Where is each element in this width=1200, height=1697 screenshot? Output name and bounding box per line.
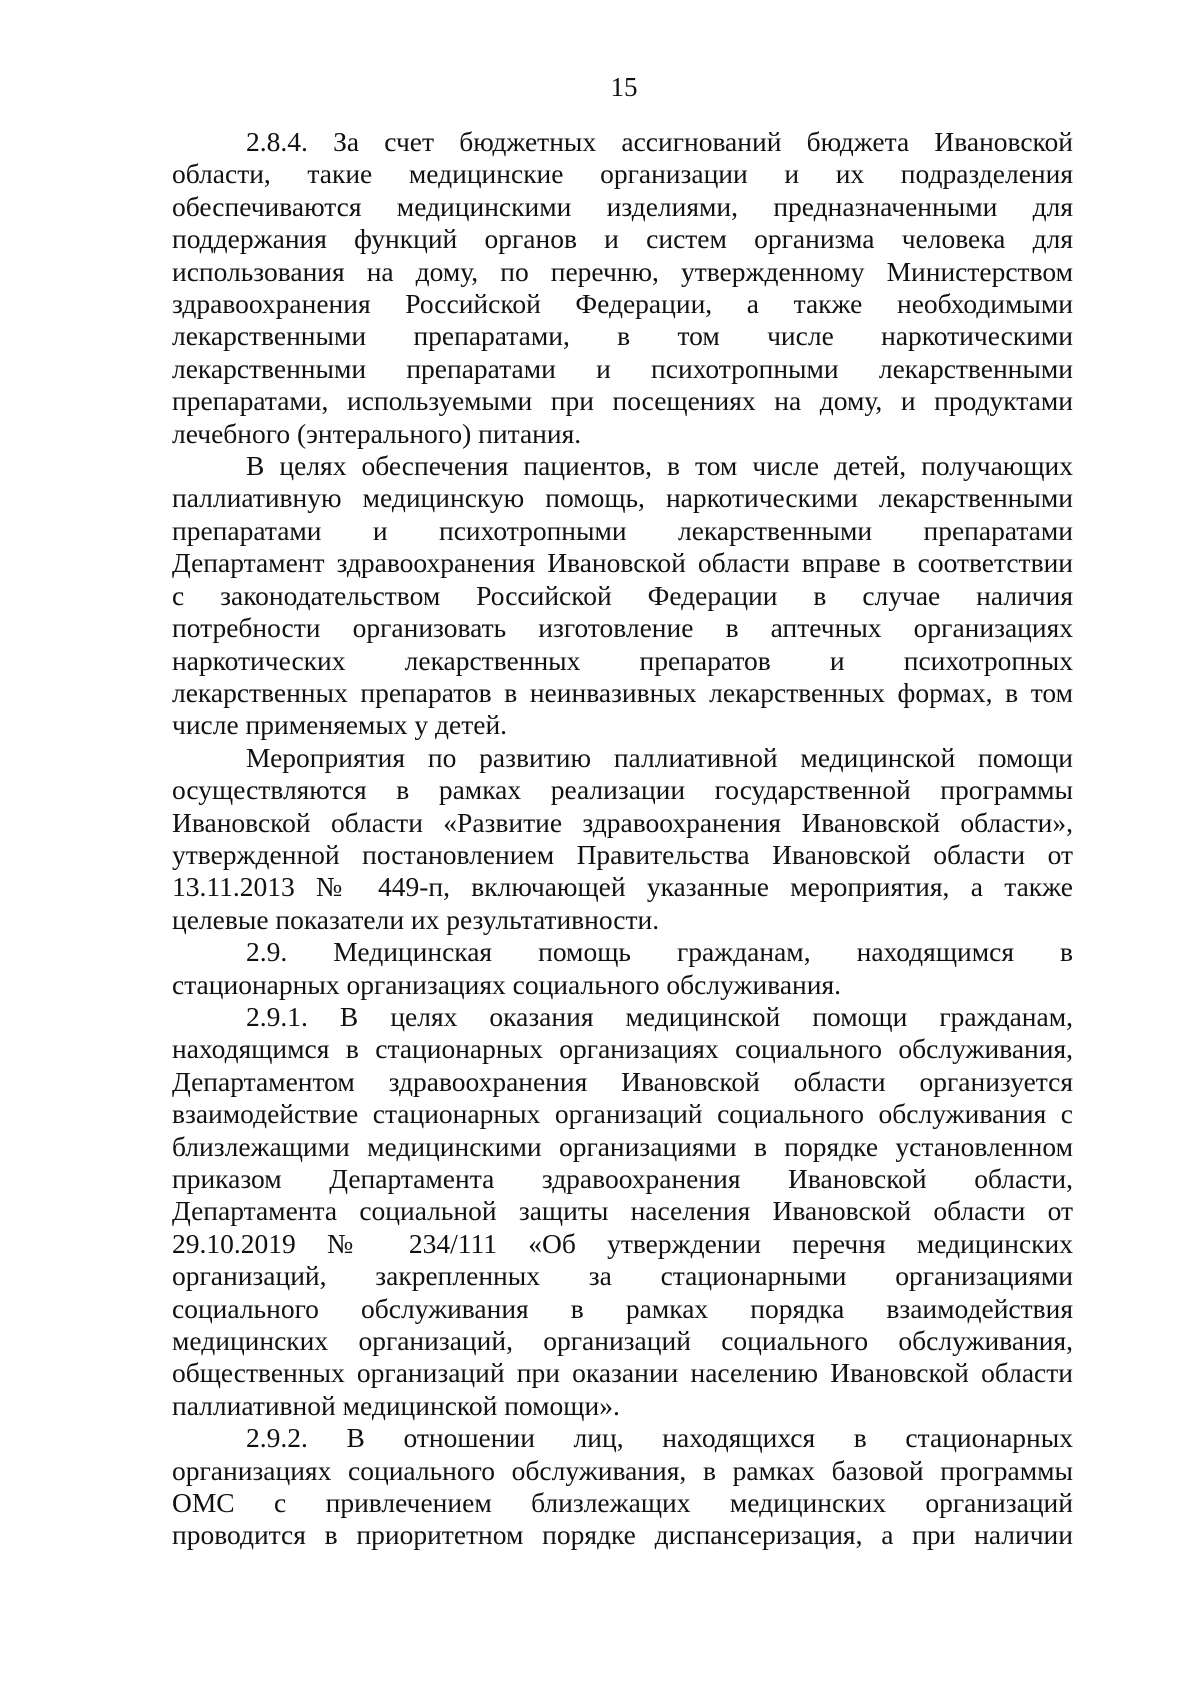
text-line: Департаментом здравоохранения Ивановской области организуется <box>172 1065 1073 1097</box>
text-line: обеспечиваются медицинскими изделиями, предназначенными для <box>172 190 1073 222</box>
text-line: 29.10.2019 № 234/111 «Об утверждении перечня медицинских <box>172 1227 1073 1259</box>
text-line: взаимодействие стационарных организаций социального обслуживания с <box>172 1098 1073 1130</box>
text-line: 2.9.1. В целях оказания медицинской помощи гражданам, <box>246 1000 1073 1032</box>
text-line: организаций, закрепленных за стационарными организациями <box>172 1260 1073 1292</box>
paragraph-p-narcotic <box>172 450 1073 742</box>
text-line: 13.11.2013 № 449-п, включающей указанные мероприятия, а также <box>172 871 1073 903</box>
document-body <box>172 126 1073 1552</box>
text-line: Департамент здравоохранения Ивановской области вправе в соответствии <box>172 547 1073 579</box>
text-line: здравоохранения Российской Федерации, а также необходимыми <box>172 288 1073 320</box>
text-line: потребности организовать изготовление в аптечных организациях <box>172 612 1073 644</box>
text-line: общественных организаций при оказании населению Ивановской области <box>172 1357 1073 1389</box>
text-line: медицинских организаций, организаций социального обслуживания, <box>172 1325 1073 1357</box>
text-line: социального обслуживания в рамках порядка взаимодействия <box>172 1292 1073 1324</box>
text-line: 2.9.2. В отношении лиц, находящихся в стационарных <box>246 1422 1073 1454</box>
text-line: проводится в приоритетном порядке диспансеризация, а при наличии <box>172 1519 1073 1551</box>
text-line: осуществляются в рамках реализации государственной программы <box>172 774 1073 806</box>
paragraph-p-2-8-4 <box>172 126 1073 450</box>
text-line: препаратами, используемыми при посещениях на дому, и продуктами <box>172 385 1073 417</box>
text-line: целевые показатели их результативности. <box>172 903 660 935</box>
text-line: числе применяемых у детей. <box>172 709 508 741</box>
text-line: ОМС с привлечением близлежащих медицинских организаций <box>172 1487 1073 1519</box>
text-line: В целях обеспечения пациентов, в том числе детей, получающих <box>246 450 1073 482</box>
page-number: 15 <box>610 72 638 102</box>
paragraph-p-2-9-1 <box>172 1001 1073 1422</box>
text-line: области, такие медицинские организации и их подразделения <box>172 158 1073 190</box>
text-line: организациях социального обслуживания, в рамках базовой программы <box>172 1454 1073 1486</box>
text-line: 2.9. Медицинская помощь гражданам, находящимся в <box>246 936 1073 968</box>
text-line: поддержания функций органов и систем организма человека для <box>172 223 1073 255</box>
text-line: близлежащими медицинскими организациями в порядке установленном <box>172 1130 1073 1162</box>
text-line: Мероприятия по развитию паллиативной медицинской помощи <box>246 741 1073 773</box>
text-line: препаратами и психотропными лекарственными препаратами <box>172 514 1073 546</box>
text-line: Ивановской области «Развитие здравоохранения Ивановской области», <box>172 806 1073 838</box>
text-line: использования на дому, по перечню, утвержденному Министерством <box>172 255 1073 287</box>
paragraph-p-2-9-2 <box>172 1422 1073 1552</box>
text-line: с законодательством Российской Федерации в случае наличия <box>172 579 1073 611</box>
text-line: приказом Департамента здравоохранения Ивановской области, <box>172 1163 1073 1194</box>
text-line: Департамента социальной защиты населения Ивановской области от <box>172 1195 1073 1227</box>
text-line: паллиативной медицинской помощи». <box>172 1389 620 1421</box>
text-line: лекарственными препаратами и психотропными лекарственными <box>172 352 1073 384</box>
text-line: утвержденной постановлением Правительства Ивановской области от <box>172 838 1073 870</box>
paragraph-p-program <box>172 742 1073 936</box>
paragraph-p-2-9 <box>172 936 1073 1001</box>
text-line: лекарственными препаратами, в том числе наркотическими <box>172 320 1073 352</box>
text-line: наркотических лекарственных препаратов и психотропных <box>172 644 1073 676</box>
text-line: 2.8.4. За счет бюджетных ассигнований бюджета Ивановской <box>246 126 1073 157</box>
text-line: лечебного (энтерального) питания. <box>172 417 582 449</box>
text-line: находящимся в стационарных организациях социального обслуживания, <box>172 1033 1073 1065</box>
text-line: стационарных организациях социального обслуживания. <box>172 968 841 1000</box>
text-line: паллиативную медицинскую помощь, наркотическими лекарственными <box>172 482 1073 514</box>
text-line: лекарственных препаратов в неинвазивных лекарственных формах, в том <box>172 676 1073 708</box>
